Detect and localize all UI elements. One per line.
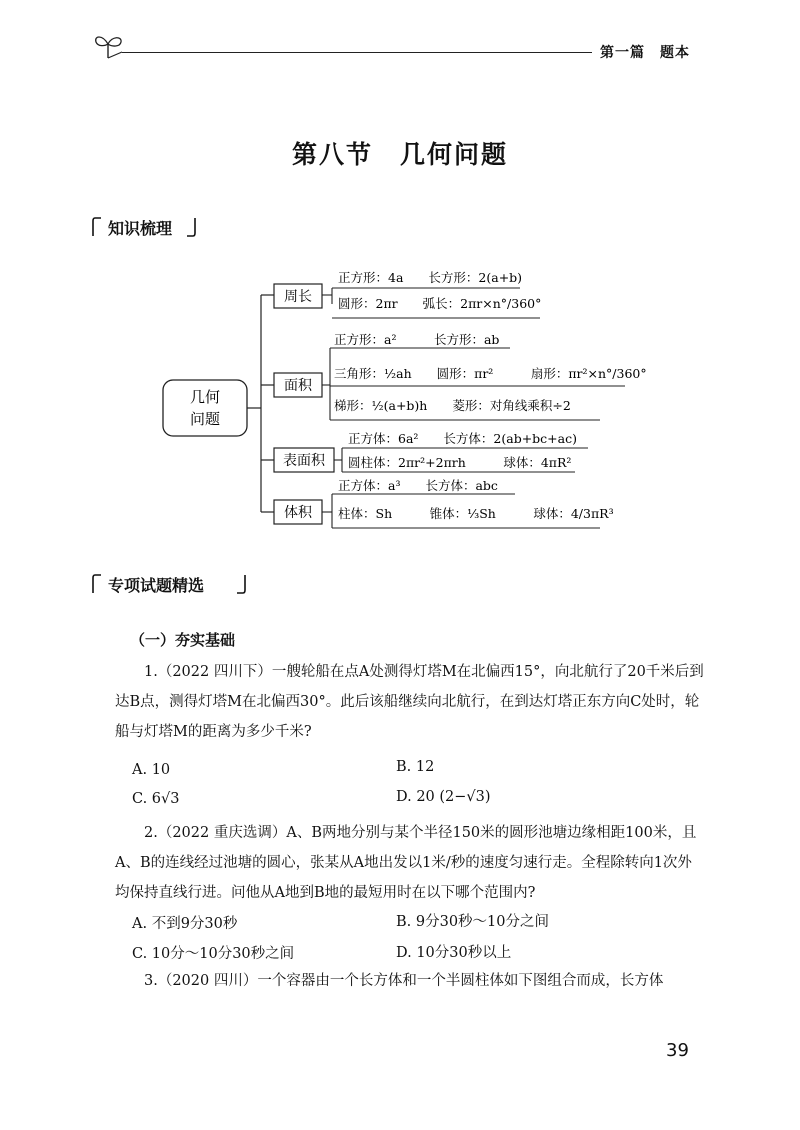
surface-formula-1: 正方体：6a² 长方体：2(ab+bc+ac) (348, 431, 577, 446)
bracket-left-icon (90, 216, 104, 238)
question-1-option-c: C. 6√3 (132, 791, 180, 807)
area-formula-3: 梯形：½(a+b)h 菱形：对角线乘积÷2 (334, 398, 571, 413)
running-header: 第一篇 题本 (600, 45, 690, 61)
page-title: 第八节 几何问题 (291, 140, 508, 169)
branch-area-label: 面积 (284, 378, 312, 394)
bracket-left-icon (90, 573, 104, 595)
question-2-option-a: A. 不到9分30秒 (132, 916, 238, 932)
mindmap-root-line1: 几何 (189, 388, 221, 406)
branch-surface-label: 表面积 (283, 453, 325, 469)
branch-perimeter-label: 周长 (284, 289, 312, 305)
sprout-icon (92, 30, 126, 60)
area-formula-1: 正方形：a² 长方形：ab (334, 332, 500, 347)
question-1-option-b: B. 12 (396, 759, 435, 775)
question-1-option-a: A. 10 (132, 762, 171, 778)
perimeter-formula-1: 正方形：4a 长方形：2(a+b) (338, 270, 523, 285)
volume-formula-1: 正方体：a³ 长方体：abc (338, 478, 498, 493)
bracket-right-icon (184, 216, 198, 238)
question-2-text: 2.（2022 重庆选调）A、B两地分别与某个半径150米的圆形池塘边缘相距100米，且A、B的连线经过池塘的圆心，张某从A地出发以1米/秒的速度匀速行走。全程除转向1次外均保持直线行进。问他从A地到B地的最短用时在以下哪个范围内? (115, 825, 697, 901)
volume-formula-2: 柱体：Sh 锥体：⅓Sh 球体：4/3πR³ (338, 506, 614, 521)
question-1-option-d: D. 20 (2−√3) (396, 789, 491, 805)
knowledge-heading: 知识梳理 (108, 219, 173, 238)
surface-formula-2: 圆柱体：2πr²+2πrh 球体：4πR² (348, 455, 572, 470)
mindmap-root-line2: 问题 (189, 410, 221, 428)
branch-volume-label: 体积 (284, 505, 312, 521)
subsection-heading: （一）夯实基础 (130, 631, 236, 649)
header-rule (122, 52, 592, 53)
question-2-option-c: C. 10分～10分30秒之间 (132, 946, 295, 962)
bracket-right-icon (234, 573, 248, 595)
perimeter-formula-2: 圆形：2πr 弧长：2πr×n°/360° (338, 296, 542, 311)
page-number: 39 (666, 1040, 689, 1061)
question-2-option-b: B. 9分30秒～10分之间 (396, 914, 549, 930)
question-1-text: 1.（2022 四川下）一艘轮船在点A处测得灯塔M在北偏西15°，向北航行了20千米后到达B点，测得灯塔M在北偏西30°。此后该船继续向北航行，在到达灯塔正东方向C处时，轮船与灯塔M的距离为多少千米? (115, 664, 704, 740)
practice-heading: 专项试题精选 (108, 576, 205, 595)
question-3-text: 3.（2020 四川）一个容器由一个长方体和一个半圆柱体如下图组合而成，长方体 (144, 973, 664, 989)
question-2-option-d: D. 10分30秒以上 (396, 945, 512, 961)
area-formula-2: 三角形：½ah 圆形：πr² 扇形：πr²×n°/360° (334, 366, 647, 381)
geometry-formula-mindmap (0, 260, 800, 535)
